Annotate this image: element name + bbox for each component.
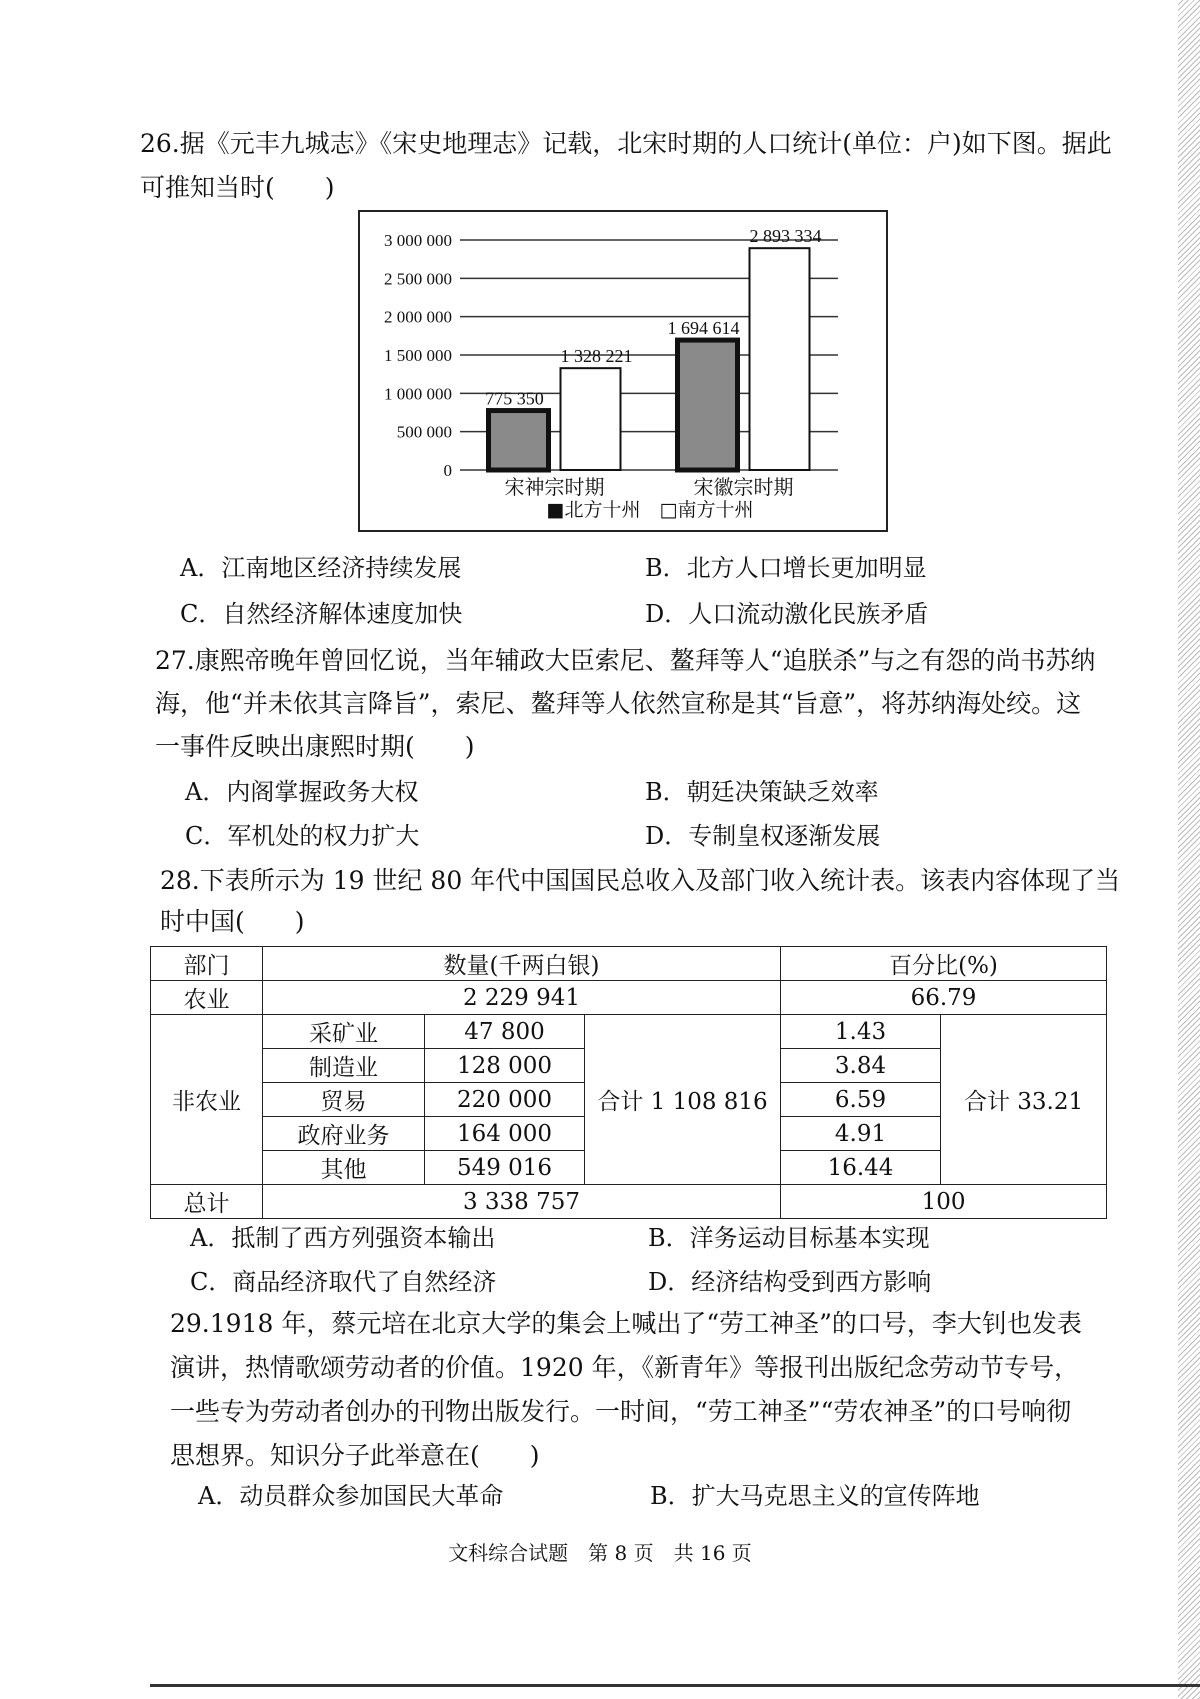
q27-option-b[interactable]: B．朝廷决策缺乏效率 — [645, 778, 879, 806]
x-category-label: 宋神宗时期 — [504, 475, 605, 499]
q28-option-b[interactable]: B．洋务运动目标基本实现 — [648, 1224, 930, 1252]
q28-option-a[interactable]: A．抵制了西方列强资本输出 — [190, 1224, 496, 1252]
y-tick-label: 2 500 000 — [384, 269, 452, 289]
sub-percent: 6.59 — [781, 1083, 941, 1117]
header-dept: 部门 — [151, 947, 263, 981]
table-row — [151, 1015, 1107, 1049]
header-amount: 数量(千两白银) — [263, 947, 781, 981]
q26-stem-line2: 可推知当时( ) — [140, 173, 335, 202]
bar-value-label: 1 694 614 — [667, 318, 740, 339]
q27-option-a[interactable]: A．内阁掌握政务大权 — [185, 778, 419, 806]
q27-stem-line1: 27.康熙帝晚年曾回忆说，当年辅政大臣索尼、鳌拜等人“追朕杀”与之有怨的尚书苏纳 — [155, 646, 1096, 675]
q28-stem-line1: 28.下表所示为 19 世纪 80 年代中国国民总收入及部门收入统计表。该表内容体现了当 — [160, 866, 1121, 895]
sub-amount: 220 000 — [425, 1083, 585, 1117]
chart-canvas — [360, 212, 886, 530]
bar — [561, 368, 621, 470]
q27-stem-line3: 一事件反映出康熙时期( ) — [155, 732, 475, 761]
sub-name: 制造业 — [263, 1049, 425, 1083]
bar — [750, 248, 810, 470]
income-statistics-table — [150, 946, 1107, 1219]
sub-amount: 164 000 — [425, 1117, 585, 1151]
nonagri-label: 非农业 — [151, 1015, 263, 1185]
q27-option-c[interactable]: C．军机处的权力扩大 — [185, 822, 420, 850]
y-tick-label: 2 000 000 — [384, 307, 452, 327]
q29-stem: 29.1918 年，蔡元培在北京大学的集会上喊出了“劳工神圣”的口号，李大钊也发表演讲，热情歌颂劳动者的价值。1920 年，《新青年》等报刊出版纪念劳动节专号，一些专为劳动者创办的刊物出版发行。一时间，“劳工神圣”“劳农神圣”的口号响彻思想界。知识分子此举意在( ) — [170, 1309, 1082, 1470]
q28-stem-line2: 时中国( ) — [160, 907, 305, 936]
sub-name: 其他 — [263, 1151, 425, 1185]
bar-value-label: 2 893 334 — [749, 226, 822, 247]
page-footer: 文科综合试题 第 8 页 共 16 页 — [448, 1541, 752, 1565]
bar-value-label: 775 350 — [485, 388, 544, 409]
q26-stem-line1: 26.据《元丰九城志》《宋史地理志》记载，北宋时期的人口统计(单位：户)如下图。据此 — [140, 129, 1112, 158]
y-tick-label: 3 000 000 — [384, 231, 452, 250]
sub-percent: 1.43 — [781, 1015, 941, 1049]
sub-name: 政府业务 — [263, 1117, 425, 1151]
bar-value-label: 1 328 221 — [560, 346, 633, 367]
table-row — [151, 981, 1107, 1015]
q29-option-a[interactable]: A．动员群众参加国民大革命 — [198, 1482, 504, 1510]
agri-amount: 2 229 941 — [263, 981, 781, 1015]
q26-option-c[interactable]: C．自然经济解体速度加快 — [180, 600, 463, 628]
sub-percent: 4.91 — [781, 1117, 941, 1151]
sub-name: 采矿业 — [263, 1015, 425, 1049]
q26-option-b[interactable]: B．北方人口增长更加明显 — [645, 554, 927, 582]
bar — [489, 411, 549, 470]
legend-text: ■北方十州 □南方十州 — [546, 499, 754, 521]
q26-option-d[interactable]: D．人口流动激化民族矛盾 — [645, 600, 929, 628]
x-category-label: 宋徽宗时期 — [693, 475, 794, 499]
scan-edge-texture — [1178, 0, 1200, 1699]
q27-stem-line2: 海，他“并未依其言降旨”，索尼、鳌拜等人依然宣称是其“旨意”，将苏纳海处绞。这 — [155, 689, 1082, 718]
total-percent: 100 — [781, 1185, 1107, 1219]
y-tick-label: 500 000 — [396, 422, 452, 442]
total-label: 总计 — [151, 1185, 263, 1219]
population-bar-chart — [358, 210, 888, 532]
agri-label: 农业 — [151, 981, 263, 1015]
q28-option-c[interactable]: C．商品经济取代了自然经济 — [190, 1268, 497, 1296]
sub-amount: 549 016 — [425, 1151, 585, 1185]
sub-name: 贸易 — [263, 1083, 425, 1117]
y-tick-label: 0 — [443, 461, 452, 480]
agri-percent: 66.79 — [781, 981, 1107, 1015]
table-header-row — [151, 947, 1107, 981]
y-tick-label: 1 500 000 — [384, 346, 452, 365]
q26-option-a[interactable]: A．江南地区经济持续发展 — [180, 554, 462, 582]
nonagri-percent-total: 合计 33.21 — [941, 1015, 1107, 1185]
q28-option-d[interactable]: D．经济结构受到西方影响 — [648, 1268, 932, 1296]
q27-option-d[interactable]: D．专制皇权逐渐发展 — [645, 822, 881, 850]
table-total-row — [151, 1185, 1107, 1219]
sub-amount: 128 000 — [425, 1049, 585, 1083]
sub-percent: 3.84 — [781, 1049, 941, 1083]
nonagri-amount-total: 合计 1 108 816 — [585, 1015, 781, 1185]
q29-option-b[interactable]: B．扩大马克思主义的宣传阵地 — [650, 1482, 980, 1510]
y-tick-label: 1 000 000 — [384, 384, 452, 404]
bar — [678, 340, 738, 470]
header-percent: 百分比(%) — [781, 947, 1107, 981]
sub-percent: 16.44 — [781, 1151, 941, 1185]
sub-amount: 47 800 — [425, 1015, 585, 1049]
total-amount: 3 338 757 — [263, 1185, 781, 1219]
scan-bottom-line — [150, 1684, 1200, 1687]
